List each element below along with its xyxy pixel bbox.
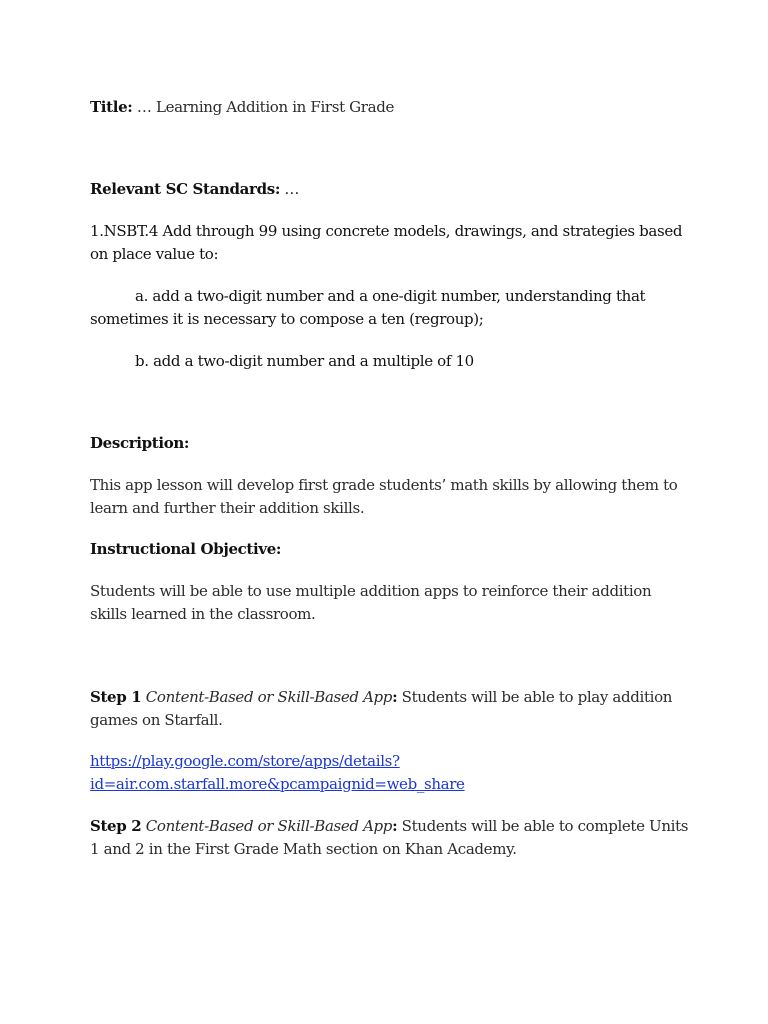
- step1-colon: :: [392, 688, 398, 706]
- standard-main: 1.NSBT.4 Add through 99 using concrete models, drawings, and strategies based on place value to:: [90, 222, 683, 263]
- starfall-link-line1: https://play.google.com/store/apps/details?: [90, 752, 400, 770]
- objective-text: Students will be able to use multiple addition apps to reinforce their addition skills learned in the classroom.: [90, 582, 652, 623]
- step2-text: Students will be able to complete Units 1 and 2 in the First Grade Math section on Khan Academy.: [90, 817, 689, 858]
- step1-link-block: [90, 750, 690, 796]
- step2-paragraph: [90, 815, 690, 861]
- step1-text: Students will be able to play addition games on Starfall.: [90, 688, 673, 729]
- starfall-link[interactable]: [90, 752, 465, 793]
- standard-item-a: a. add a two-digit number and a one-digit number, understanding that sometimes it is necessary to compose a ten (regroup);: [90, 287, 646, 328]
- title-label: Title:: [90, 98, 133, 116]
- step1-paragraph: [90, 686, 690, 732]
- starfall-link-line2: id=air.com.starfall.more&pcampaignid=web_share: [90, 775, 465, 793]
- step1-type: Content-Based or Skill-Based App: [145, 688, 393, 706]
- step2-type: Content-Based or Skill-Based App: [145, 817, 393, 835]
- title-value: … Learning Addition in First Grade: [132, 98, 394, 116]
- standards-label: Relevant SC Standards:: [90, 180, 281, 198]
- objective-heading: Instructional Objective:: [90, 540, 282, 558]
- standard-item-b: b. add a two-digit number and a multiple of 10: [135, 352, 474, 370]
- step1-label: Step 1: [90, 688, 142, 706]
- description-text: This app lesson will develop first grade students’ math skills by allowing them to learn and further their addition skills.: [90, 476, 678, 517]
- step2-label: Step 2: [90, 817, 142, 835]
- step2-colon: :: [392, 817, 398, 835]
- title-line: [90, 96, 690, 119]
- standards-value: …: [280, 180, 300, 198]
- standards-heading: [90, 178, 690, 201]
- description-heading: Description:: [90, 434, 190, 452]
